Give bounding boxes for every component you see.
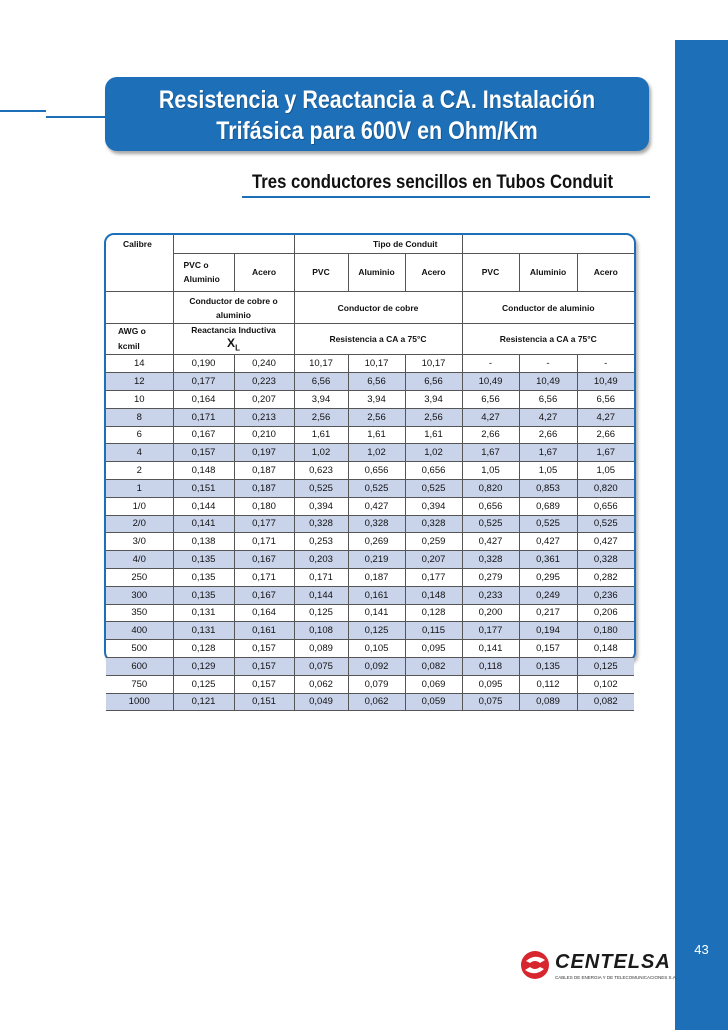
value-cell: 0,075 bbox=[294, 657, 348, 675]
value-cell: 0,135 bbox=[173, 568, 234, 586]
value-cell: 0,689 bbox=[519, 497, 577, 515]
value-cell: 0,427 bbox=[348, 497, 405, 515]
value-cell: 0,427 bbox=[462, 533, 519, 551]
value-cell: 0,069 bbox=[405, 675, 462, 693]
value-cell: 0,295 bbox=[519, 568, 577, 586]
value-cell: 3,94 bbox=[405, 390, 462, 408]
value-cell: 0,525 bbox=[519, 515, 577, 533]
header-acero: Acero bbox=[234, 253, 294, 291]
value-cell: 0,141 bbox=[348, 604, 405, 622]
value-cell: 0,623 bbox=[294, 462, 348, 480]
title-banner bbox=[105, 77, 649, 151]
value-cell: 0,082 bbox=[577, 693, 634, 711]
value-cell: 0,269 bbox=[348, 533, 405, 551]
value-cell: 3,94 bbox=[294, 390, 348, 408]
value-cell: 0,131 bbox=[173, 604, 234, 622]
value-cell: 0,190 bbox=[173, 355, 234, 373]
value-cell: 4,27 bbox=[577, 408, 634, 426]
header-resistencia-aluminio: Resistencia a CA a 75°C bbox=[462, 324, 634, 355]
value-cell: 0,177 bbox=[405, 568, 462, 586]
value-cell: 0,121 bbox=[173, 693, 234, 711]
value-cell: 0,164 bbox=[234, 604, 294, 622]
header-resistencia-cobre: Resistencia a CA a 75°C bbox=[294, 324, 462, 355]
header-aluminio: Aluminio bbox=[348, 253, 405, 291]
header-awg-kcmil bbox=[106, 324, 173, 355]
value-cell: 0,200 bbox=[462, 604, 519, 622]
value-cell: 0,525 bbox=[577, 515, 634, 533]
value-cell: 1,61 bbox=[405, 426, 462, 444]
value-cell: 0,210 bbox=[234, 426, 294, 444]
value-cell: 2,56 bbox=[294, 408, 348, 426]
value-cell: 0,095 bbox=[462, 675, 519, 693]
value-cell: 0,328 bbox=[462, 551, 519, 569]
value-cell: 1,61 bbox=[294, 426, 348, 444]
side-color-bar bbox=[675, 40, 728, 1030]
value-cell: 6,56 bbox=[577, 390, 634, 408]
value-cell: 0,157 bbox=[234, 640, 294, 658]
value-cell: 1,02 bbox=[405, 444, 462, 462]
value-cell: 0,125 bbox=[577, 657, 634, 675]
subtitle-underline bbox=[242, 196, 650, 198]
resistance-table-frame bbox=[104, 233, 636, 708]
table-row bbox=[106, 444, 634, 462]
resistance-table bbox=[106, 235, 634, 711]
table-row bbox=[106, 390, 634, 408]
value-cell: - bbox=[519, 355, 577, 373]
value-cell: 0,525 bbox=[348, 479, 405, 497]
value-cell: 0,328 bbox=[294, 515, 348, 533]
calibre-cell: 250 bbox=[106, 568, 173, 586]
value-cell: 0,105 bbox=[348, 640, 405, 658]
value-cell: 10,17 bbox=[294, 355, 348, 373]
value-cell: 0,171 bbox=[234, 568, 294, 586]
table-row bbox=[106, 693, 634, 711]
calibre-cell: 1/0 bbox=[106, 497, 173, 515]
header-calibre: Calibre bbox=[106, 235, 173, 292]
header-conductor-aluminio: Conductor de aluminio bbox=[462, 292, 634, 324]
calibre-cell: 1 bbox=[106, 479, 173, 497]
header-blank bbox=[173, 235, 294, 253]
value-cell: 1,61 bbox=[348, 426, 405, 444]
value-cell: 6,56 bbox=[294, 373, 348, 391]
page-title-line1: Resistencia y Reactancia a CA. Instalación bbox=[158, 86, 596, 114]
table-row bbox=[106, 515, 634, 533]
section-subtitle: Tres conductores sencillos en Tubos Conduit bbox=[252, 172, 614, 193]
value-cell: 0,062 bbox=[294, 675, 348, 693]
value-cell: 2,66 bbox=[577, 426, 634, 444]
table-row bbox=[106, 551, 634, 569]
header-aluminio: Aluminio bbox=[519, 253, 577, 291]
value-cell: 0,059 bbox=[405, 693, 462, 711]
header-reactancia-label: Reactancia Inductiva bbox=[191, 325, 276, 335]
value-cell: 0,148 bbox=[173, 462, 234, 480]
value-cell: 0,177 bbox=[462, 622, 519, 640]
value-cell: 0,141 bbox=[462, 640, 519, 658]
table-row bbox=[106, 462, 634, 480]
value-cell: 0,062 bbox=[348, 693, 405, 711]
logo-wordmark: CENTELSA bbox=[555, 951, 671, 973]
value-cell: 0,279 bbox=[462, 568, 519, 586]
table-row bbox=[106, 426, 634, 444]
value-cell: 0,144 bbox=[294, 586, 348, 604]
table-row bbox=[106, 586, 634, 604]
value-cell: 0,249 bbox=[519, 586, 577, 604]
value-cell: 10,49 bbox=[577, 373, 634, 391]
logo-tagline: CABLES DE ENERGIA Y DE TELECOMUNICACIONES S.A. bbox=[555, 975, 678, 980]
value-cell: 0,135 bbox=[173, 551, 234, 569]
table-row bbox=[106, 657, 634, 675]
value-cell: 0,125 bbox=[294, 604, 348, 622]
value-cell: 0,820 bbox=[462, 479, 519, 497]
value-cell: 10,49 bbox=[462, 373, 519, 391]
value-cell: 2,66 bbox=[519, 426, 577, 444]
xl-letter: X bbox=[227, 336, 236, 350]
value-cell: 0,161 bbox=[348, 586, 405, 604]
table-row bbox=[106, 408, 634, 426]
value-cell: 0,167 bbox=[173, 426, 234, 444]
table-row bbox=[106, 568, 634, 586]
value-cell: 0,125 bbox=[173, 675, 234, 693]
value-cell: 0,180 bbox=[577, 622, 634, 640]
value-cell: 2,56 bbox=[405, 408, 462, 426]
value-cell: 0,207 bbox=[405, 551, 462, 569]
value-cell: 6,56 bbox=[405, 373, 462, 391]
value-cell: 1,67 bbox=[519, 444, 577, 462]
value-cell: 0,075 bbox=[462, 693, 519, 711]
value-cell: 0,171 bbox=[294, 568, 348, 586]
value-cell: 0,525 bbox=[462, 515, 519, 533]
value-cell: 0,135 bbox=[173, 586, 234, 604]
value-cell: 0,108 bbox=[294, 622, 348, 640]
value-cell: 6,56 bbox=[348, 373, 405, 391]
value-cell: 0,656 bbox=[348, 462, 405, 480]
header-tipo-conduit: Tipo de Conduit bbox=[294, 235, 462, 253]
header-acero: Acero bbox=[405, 253, 462, 291]
calibre-cell: 4 bbox=[106, 444, 173, 462]
header-pvc: PVC bbox=[462, 253, 519, 291]
header-pvc-aluminio: PVC o Aluminio bbox=[173, 253, 234, 291]
value-cell: 0,259 bbox=[405, 533, 462, 551]
value-cell: 0,171 bbox=[234, 533, 294, 551]
value-cell: 0,253 bbox=[294, 533, 348, 551]
calibre-cell: 750 bbox=[106, 675, 173, 693]
calibre-cell: 350 bbox=[106, 604, 173, 622]
value-cell: 0,167 bbox=[234, 586, 294, 604]
value-cell: 0,187 bbox=[234, 479, 294, 497]
calibre-cell: 14 bbox=[106, 355, 173, 373]
header-conductor-cobre-aluminio: Conductor de cobre o aluminio bbox=[173, 292, 294, 324]
value-cell: 0,328 bbox=[577, 551, 634, 569]
header-blank bbox=[106, 292, 173, 324]
value-cell: 0,151 bbox=[173, 479, 234, 497]
value-cell: 0,115 bbox=[405, 622, 462, 640]
value-cell: 0,187 bbox=[234, 462, 294, 480]
calibre-cell: 500 bbox=[106, 640, 173, 658]
value-cell: 0,206 bbox=[577, 604, 634, 622]
value-cell: 0,129 bbox=[173, 657, 234, 675]
calibre-cell: 2 bbox=[106, 462, 173, 480]
header-kcmil: kcmil bbox=[118, 341, 140, 352]
value-cell: 0,092 bbox=[348, 657, 405, 675]
xl-subscript: L bbox=[235, 343, 240, 353]
value-cell: 0,161 bbox=[234, 622, 294, 640]
value-cell: 1,02 bbox=[348, 444, 405, 462]
value-cell: 0,361 bbox=[519, 551, 577, 569]
value-cell: 1,05 bbox=[462, 462, 519, 480]
value-cell: 0,131 bbox=[173, 622, 234, 640]
value-cell: 4,27 bbox=[462, 408, 519, 426]
value-cell: 0,157 bbox=[519, 640, 577, 658]
value-cell: 0,217 bbox=[519, 604, 577, 622]
table-row bbox=[106, 604, 634, 622]
header-awg: AWG o bbox=[118, 326, 146, 337]
table-row bbox=[106, 497, 634, 515]
calibre-cell: 10 bbox=[106, 390, 173, 408]
value-cell: 10,17 bbox=[348, 355, 405, 373]
calibre-cell: 3/0 bbox=[106, 533, 173, 551]
value-cell: 0,167 bbox=[234, 551, 294, 569]
value-cell: 0,151 bbox=[234, 693, 294, 711]
value-cell: 0,328 bbox=[348, 515, 405, 533]
value-cell: 0,207 bbox=[234, 390, 294, 408]
value-cell: 1,05 bbox=[519, 462, 577, 480]
value-cell: 2,56 bbox=[348, 408, 405, 426]
value-cell: 0,049 bbox=[294, 693, 348, 711]
value-cell: 4,27 bbox=[519, 408, 577, 426]
page-title-line2: Trifásica para 600V en Ohm/Km bbox=[216, 117, 538, 145]
value-cell: 0,233 bbox=[462, 586, 519, 604]
table-row bbox=[106, 640, 634, 658]
value-cell: 0,112 bbox=[519, 675, 577, 693]
table-row bbox=[106, 479, 634, 497]
value-cell: 3,94 bbox=[348, 390, 405, 408]
calibre-cell: 1000 bbox=[106, 693, 173, 711]
value-cell: 0,128 bbox=[173, 640, 234, 658]
value-cell: 10,49 bbox=[519, 373, 577, 391]
header-decor-line bbox=[46, 116, 106, 118]
value-cell: 0,079 bbox=[348, 675, 405, 693]
value-cell: 0,144 bbox=[173, 497, 234, 515]
value-cell: 0,138 bbox=[173, 533, 234, 551]
value-cell: 0,089 bbox=[294, 640, 348, 658]
header-conductor-cobre: Conductor de cobre bbox=[294, 292, 462, 324]
value-cell: 0,177 bbox=[173, 373, 234, 391]
value-cell: 0,394 bbox=[294, 497, 348, 515]
value-cell: 0,171 bbox=[173, 408, 234, 426]
header-blank bbox=[462, 235, 634, 253]
value-cell: 6,56 bbox=[462, 390, 519, 408]
value-cell: 0,177 bbox=[234, 515, 294, 533]
header-reactancia bbox=[173, 324, 294, 355]
calibre-cell: 8 bbox=[106, 408, 173, 426]
value-cell: 0,164 bbox=[173, 390, 234, 408]
calibre-cell: 2/0 bbox=[106, 515, 173, 533]
page-number: 43 bbox=[694, 942, 709, 957]
table-row bbox=[106, 373, 634, 391]
value-cell: 0,525 bbox=[294, 479, 348, 497]
value-cell: 0,328 bbox=[405, 515, 462, 533]
value-cell: - bbox=[462, 355, 519, 373]
value-cell: 0,157 bbox=[234, 657, 294, 675]
calibre-cell: 300 bbox=[106, 586, 173, 604]
value-cell: 0,656 bbox=[462, 497, 519, 515]
value-cell: 0,656 bbox=[405, 462, 462, 480]
value-cell: 0,240 bbox=[234, 355, 294, 373]
value-cell: 10,17 bbox=[405, 355, 462, 373]
calibre-cell: 4/0 bbox=[106, 551, 173, 569]
value-cell: 1,67 bbox=[577, 444, 634, 462]
header-pvc: PVC bbox=[294, 253, 348, 291]
value-cell: 0,148 bbox=[577, 640, 634, 658]
value-cell: 0,525 bbox=[405, 479, 462, 497]
value-cell: 0,853 bbox=[519, 479, 577, 497]
calibre-cell: 6 bbox=[106, 426, 173, 444]
calibre-cell: 12 bbox=[106, 373, 173, 391]
value-cell: 1,02 bbox=[294, 444, 348, 462]
value-cell: 0,135 bbox=[519, 657, 577, 675]
table-row bbox=[106, 533, 634, 551]
value-cell: 0,219 bbox=[348, 551, 405, 569]
value-cell: 0,148 bbox=[405, 586, 462, 604]
value-cell: 0,223 bbox=[234, 373, 294, 391]
header-xl-symbol bbox=[174, 337, 294, 354]
value-cell: 1,05 bbox=[577, 462, 634, 480]
value-cell: 0,427 bbox=[519, 533, 577, 551]
value-cell: 0,394 bbox=[405, 497, 462, 515]
value-cell: 0,236 bbox=[577, 586, 634, 604]
value-cell: 2,66 bbox=[462, 426, 519, 444]
value-cell: 0,282 bbox=[577, 568, 634, 586]
header-acero: Acero bbox=[577, 253, 634, 291]
value-cell: 0,187 bbox=[348, 568, 405, 586]
table-row bbox=[106, 675, 634, 693]
value-cell: 0,180 bbox=[234, 497, 294, 515]
table-row bbox=[106, 622, 634, 640]
value-cell: 0,157 bbox=[234, 675, 294, 693]
value-cell: 0,128 bbox=[405, 604, 462, 622]
value-cell: 0,082 bbox=[405, 657, 462, 675]
calibre-cell: 400 bbox=[106, 622, 173, 640]
value-cell: 0,141 bbox=[173, 515, 234, 533]
value-cell: 0,157 bbox=[173, 444, 234, 462]
logo-emblem bbox=[521, 951, 549, 979]
value-cell: 0,820 bbox=[577, 479, 634, 497]
value-cell: 6,56 bbox=[519, 390, 577, 408]
value-cell: 0,197 bbox=[234, 444, 294, 462]
value-cell: 0,213 bbox=[234, 408, 294, 426]
value-cell: 0,118 bbox=[462, 657, 519, 675]
header-decor-line bbox=[0, 110, 46, 112]
value-cell: 1,67 bbox=[462, 444, 519, 462]
value-cell: 0,427 bbox=[577, 533, 634, 551]
value-cell: 0,102 bbox=[577, 675, 634, 693]
value-cell: 0,656 bbox=[577, 497, 634, 515]
value-cell: 0,089 bbox=[519, 693, 577, 711]
value-cell: 0,194 bbox=[519, 622, 577, 640]
calibre-cell: 600 bbox=[106, 657, 173, 675]
value-cell: - bbox=[577, 355, 634, 373]
value-cell: 0,095 bbox=[405, 640, 462, 658]
table-row bbox=[106, 355, 634, 373]
value-cell: 0,125 bbox=[348, 622, 405, 640]
value-cell: 0,203 bbox=[294, 551, 348, 569]
